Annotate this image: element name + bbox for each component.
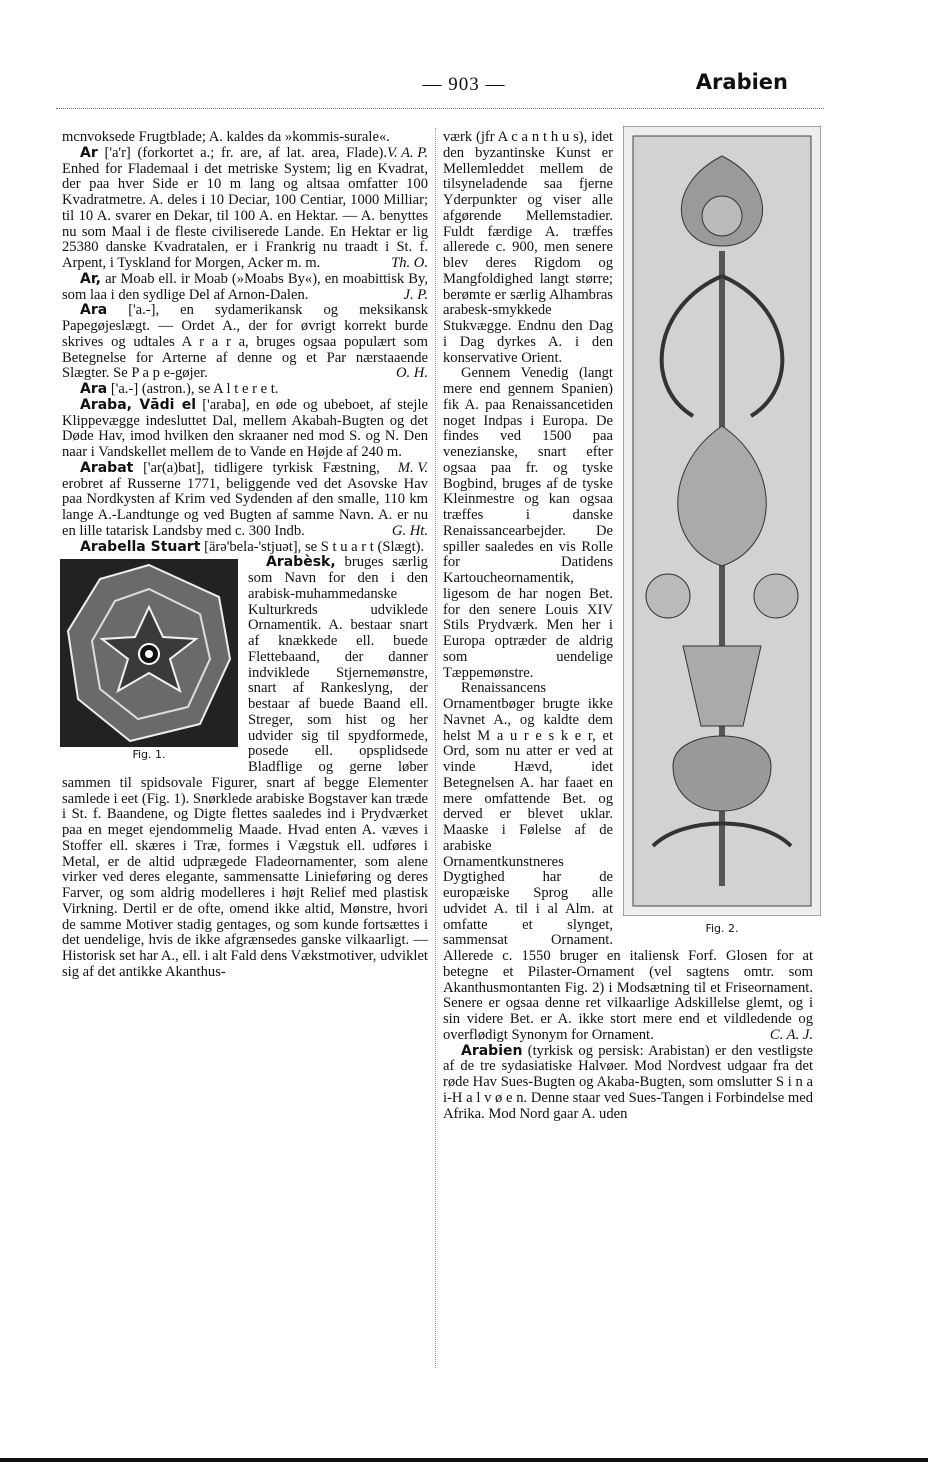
figure-2-caption: Fig. 2. — [705, 921, 739, 935]
paragraph: Fig. 2. værk (jfr A c a n t h u s), idet den byzantinske Kunst er Mellemleddet mellem de tilsyneladende saa fjerne Yderpunkter og viser alle afgørende Mellemstadier. Fuldt færdige A. træffes allerede c. 900, men senere blev deres Rigdom og Mangfoldighed langt større; berømte er særlig Alhambras arabesk-smykkede Stukvægge. Endnu den Dag i Dag dyrkes A. i den konservative Orient. — [443, 130, 813, 366]
figure-1 — [60, 559, 238, 769]
scan-edge-rule — [0, 1458, 928, 1462]
column-divider — [435, 128, 436, 1368]
page-number: — 903 — — [422, 74, 506, 95]
entry-ara-astron: Ara ['a.-] (astron.), se A l t e r e t. — [80, 381, 279, 397]
entry-araba: Araba, Vādi el ['araba], en øde og ubeboet, af stejle Klippevægge indesluttet Dal, mellem Akabah-Bugten og det Døde Hav, imod hvilken den skraaner ned mod S. og N. Den naar i Vandskellet mellem de to Vande en Højde af 240 m. M. V. — [62, 396, 428, 476]
entry-headword: Ara — [80, 381, 108, 397]
paragraph: Gennem Venedig (langt mere end gennem Spanien) fik A. paa Renaissancetiden noget Indpas i Europa. De findes ved 1500 paa venezianske, snart efter ogsaa paa fr. og tyske Bogbind, bruges af de tyske Kleinmestre og kan ogsaa træffes i danske Renaissancearbejder. De spiller saaledes en vis Rolle for Datidens Kartoucheornamentik, ligesom de har nogen Bet. for den senere Louis XIV Stils Prydværk. Men her i Europa optræder de aldrig som uendelige Tæppemønstre. — [443, 365, 613, 681]
figure-1-caption: Fig. 1. — [132, 748, 166, 762]
author-signature: O. H. — [395, 365, 428, 382]
left-column — [62, 130, 428, 981]
author-signature: J. P. — [403, 286, 428, 303]
entry-arabat: Arabat ['ar(a)bat], tidligere tyrkisk Fæstning, erobret af Russerne 1771, beliggende ved det Asovske Hav paa Nordkysten af Krim ved Sydenden af den smalle, 110 km lange A.-Landtunge og ved Bugten af samme Navn. A. er nu en lille tatarisk Landsby med c. 300 Indb. G. Ht. — [62, 459, 428, 539]
author-signature: V. A. P. — [387, 144, 428, 161]
arabesque-star-pattern-image — [60, 559, 238, 747]
entry-headword: Arabèsk, — [266, 554, 336, 571]
entry-arabella-stuart: Arabella Stuart [ärə'bela-'stjuət], se S t u a r t (Slægt). — [80, 538, 425, 555]
header-rule — [56, 108, 824, 109]
running-head: Arabien — [695, 70, 788, 94]
figure-2 — [623, 126, 821, 944]
entry-headword: Ar — [80, 144, 98, 161]
entry-arabien: Arabien (tyrkisk og persisk: Arabistan) er den vestligste af de tre sydasiatiske Halvøer. Mod Nordvest udgaar fra det røde Hav Sues-Bugten og Akaba-Bugten, som omslutter S i n a i-H a l v ø e n. Denne staar ved Sues-Tangen i Forbindelse med Afrika. Mod Nord gaar A. uden — [443, 1042, 813, 1122]
author-signature: Th. O. — [391, 255, 428, 271]
entry-headword: Arabat — [80, 459, 134, 476]
author-signature: G. Ht. — [391, 522, 428, 539]
acanthus-pilaster-image — [623, 126, 821, 916]
author-signature: C. A. J. — [769, 1026, 813, 1043]
author-signature: M. V. — [397, 459, 428, 476]
paragraph: Renaissancens Ornamentbøger brugte ikke Navnet A., og kaldte dem helst M a u r e s k e r, et Ord, som nu atter er ved at vinde Hævd, idet Betegnelsen A. har faaet en mere omfattende Bet. og derved er blevet uklar. Maaske i Følelse af de arabiske Ornamentkunstneres Dygtighed har de europæiske Sprog alle udvidet A. til i al Alm. at omfatte et slynget, sammensat Ornament. Allerede c. 1550 bruger en italiensk Forf. Glosen for at betegne et Pilaster-Ornament (vel sagtens omtr. som Akanthusmontanten Fig. 2) i Modsætning til et Friseornament. Senere er ogsaa denne ret vilkaarlige Adskillelse glemt, og i sin videre Bet. er A. ikke stort mere end et vildledende og overflødigt Synonym for Ornament. C. A. J. — [443, 680, 813, 1043]
entry-ar: Ar ['a'r] (forkortet a.; fr. are, af lat. area, Flade). Enhed for Flademaal i det metriske System; lig en Kvadrat, der paa hver Side er 10 m lang og altsaa omfatter 100 Kvadratmetre. A. deles i 10 Deciar, 100 Centiar, 1000 Milliar; til 10 A. svarer en Dekar, til 100 A. en Hektar. — A. benyttes nu som Maal i de fleste civiliserede Lande. En Hektar er lig 25380 danske Kvadratalen, er i Frankrig nu traadt i St. f. Arpent, i Tyskland for Morgen, Acker m. m. Th. O. — [62, 144, 428, 271]
entry-arabesk: Arabèsk, Fig. 1. bruges særlig som Navn for den i den arabisk-muhammedanske Kulturkreds udviklede Ornamentik. A. bestaar snart af knækkede ell. buede Flettebaand, der danner indviklede Stjernemønstre, snart af Rankeslyng, der bestaar af buede Baand ell. Streger, som hist og her udvider sig til spydformede, posede ell. opsplidsede Bladflige og gerne løber sammen til spidsovale Figurer, snart af begge Elementer samlede i eet (Fig. 1). Snørklede arabiske Bogstaver kan træde i St. f. Baandene, og Digte flettes saaledes ind i Prydværket paa en meget ejendommelig Maade. Hvad enten A. væves i Stoffer ell. skæres i Træ, formes i Vægstuk ell. udføres i Metal, er de altid udprægede Fladeornamenter, som alene virker ved deres elegante, sammensatte Linieføring og deres Farver, og som aldrig modelleres i højt Relief med plastisk Virkning. Dertil er de ofte, omend ikke altid, Mønstre, hvori de samme Motiver stadig gentages, og som kunde fortsættes i det uendelige, hvis de ikke afgrænsedes ganske vilkaarligt. — Historisk set har A., ell. i alt Fald dens Vækstmotiver, udviklet sig af det antikke Akanthus- — [62, 554, 428, 980]
entry-headword: Ar, — [80, 270, 101, 287]
entry-ar-moab: Ar, ar Moab ell. ir Moab (»Moabs By«), en moabittisk By, som laa i den sydlige Del af Arnon-Dalen. J. P. — [62, 270, 428, 303]
right-column — [443, 130, 813, 1122]
paragraph: mcnvoksede Frugtblade; A. kaldes da »kommis-surale«. V. A. P. — [62, 129, 428, 161]
entry-headword: Ara — [80, 302, 108, 319]
entry-headword: Araba, Vādi el — [80, 396, 197, 413]
entry-headword: Arabien — [461, 1042, 523, 1059]
entry-ara: Ara ['a.-], en sydamerikansk og meksikansk Papegøjeslægt. — Ordet A., der for øvrigt korrekt burde skrives og udtales A r a r a, bruges ogsaa populært som Betegnelse for Arterne af denne og et Par nærstaaende Slægter. Se P a p e-gøjer. O. H. — [62, 302, 428, 382]
entry-headword: Arabella Stuart — [80, 538, 201, 555]
